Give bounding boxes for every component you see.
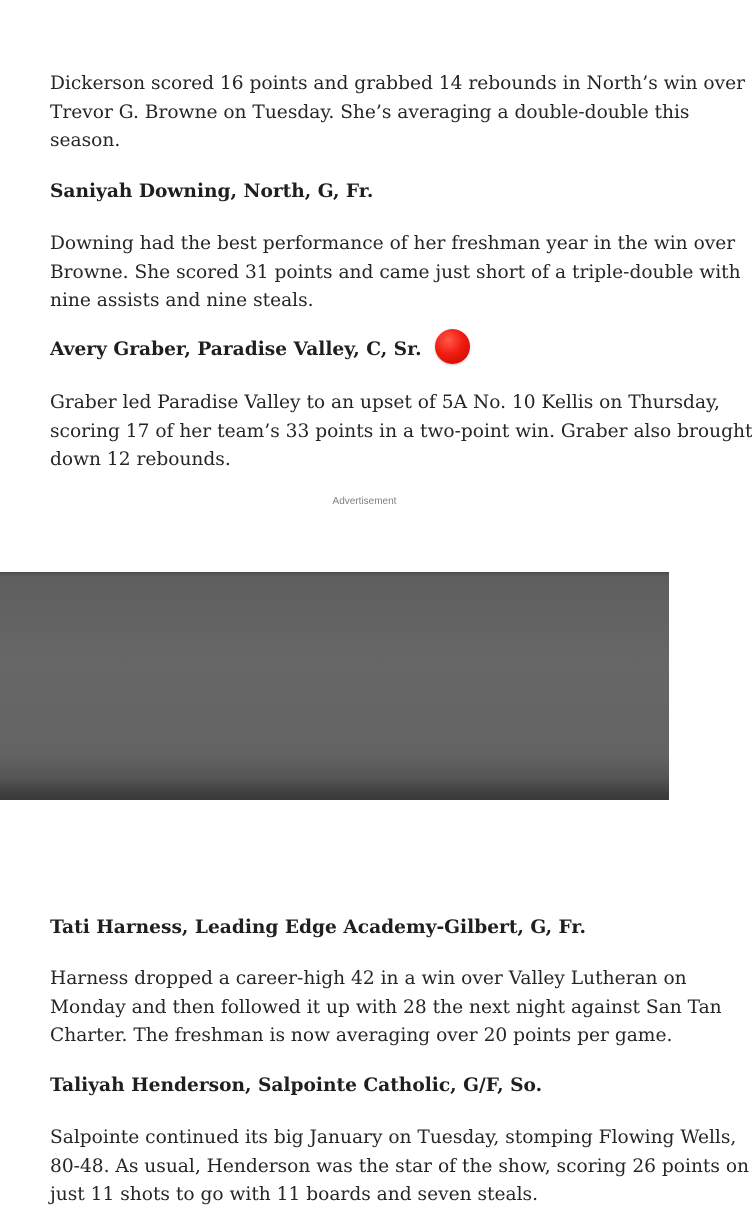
paragraph-line: 80-48. As usual, Henderson was the star of the show, scoring 26 points on: [50, 1155, 750, 1177]
paragraph-line: down 12 rebounds.: [50, 449, 231, 470]
paragraph-line: Dickerson scored 16 points and grabbed 14 rebounds in North’s win over: [50, 73, 745, 94]
henderson-paragraph: [50, 1124, 750, 1210]
paragraph-line: Charter. The freshman is now averaging over 20 points per game.: [50, 1025, 673, 1046]
advertisement-slot[interactable]: [0, 572, 669, 800]
paragraph-line: scoring 17 of her team’s 33 points in a two-point win. Graber also brought: [50, 420, 752, 442]
paragraph-line: Graber led Paradise Valley to an upset of 5A No. 10 Kellis on Thursday,: [50, 392, 720, 413]
paragraph-line: Monday and then followed it up with 28 the next night against San Tan: [50, 996, 722, 1018]
paragraph-line: Browne. She scored 31 points and came just short of a triple-double with: [50, 261, 741, 283]
ad-top-edge: [0, 572, 669, 576]
harness-heading: Tati Harness, Leading Edge Academy-Gilbert, G, Fr.: [50, 917, 586, 938]
harness-paragraph: [50, 965, 722, 1051]
paragraph-line: Harness dropped a career-high 42 in a win over Valley Lutheran on: [50, 968, 687, 989]
henderson-heading: Taliyah Henderson, Salpointe Catholic, G/F, So.: [50, 1075, 543, 1096]
red-record-dot-icon[interactable]: [435, 329, 470, 364]
advertisement-label: Advertisement: [332, 496, 397, 507]
graber-paragraph: [50, 389, 752, 475]
graber-heading: Avery Graber, Paradise Valley, C, Sr.: [50, 339, 422, 360]
paragraph-line: Downing had the best performance of her freshman year in the win over: [50, 233, 736, 254]
paragraph-line: Trevor G. Browne on Tuesday. She’s averaging a double-double this: [50, 101, 690, 123]
paragraph-line: nine assists and nine steals.: [50, 290, 314, 311]
paragraph-line: just 11 shots to go with 11 boards and seven steals.: [50, 1184, 538, 1205]
downing-paragraph: [50, 230, 741, 316]
paragraph-line: season.: [50, 130, 121, 151]
downing-heading: Saniyah Downing, North, G, Fr.: [50, 181, 374, 202]
paragraph-line: Salpointe continued its big January on Tuesday, stomping Flowing Wells,: [50, 1127, 737, 1148]
ad-bottom-edge: [0, 780, 669, 800]
dickerson-paragraph: [50, 70, 745, 156]
